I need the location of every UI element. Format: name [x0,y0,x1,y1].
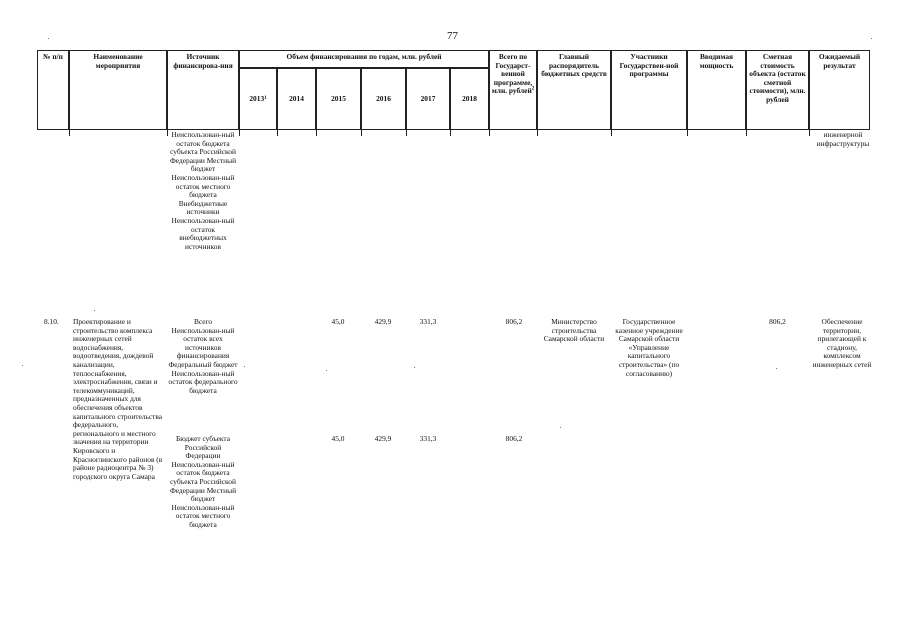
col-header-year-2018: 2018 [450,68,489,130]
col-header-total: Всего по Государст-венной программе, млн. рублей$^2$ [489,50,537,130]
col-header-estimate: Сметная стоимость объекта (остаток сметной стоимости), млн. рублей [746,50,809,130]
row-manager: Министерство строительства Самарской области [543,318,605,344]
scan-speck [776,368,777,369]
col-header-year-2013: 2013 1 [239,68,277,130]
value-regional-all: 806,2 [505,435,523,443]
col-header-result: Ожидаемый результат [809,50,870,130]
column-divider [687,130,688,136]
scan-speck [414,367,415,368]
col-header-year-2014: 2014 [277,68,316,130]
column-divider [316,130,317,136]
col-header-volume: Объем финансирования по годам, млн. рублей [239,50,489,68]
col-header-manager: Главный распорядитель бюджетных средств [537,50,611,130]
row-number: 8.10. [44,318,59,326]
col-header-source: Источник финансирова-ния [167,50,239,130]
value-total-2017: 331,3 [419,318,437,326]
col-header-capacity: Вводимая мощность [687,50,746,130]
continuation-sources: Неиспользован-ный остаток бюджета субъекта Российской Федерации Местный бюджет Неиспользован-ный остаток местного бюджета Внебюджетные источники Неиспользован-ный остаток внебюджетных источников [169,131,237,251]
scan-speck [244,366,245,367]
value-total-2016: 429,9 [374,318,392,326]
column-divider [489,130,490,136]
column-divider [277,130,278,136]
col-header-year-2016: 2016 [361,68,406,130]
column-divider [361,130,362,136]
col-header-name: Наименование мероприятия [69,50,167,130]
column-divider [239,130,240,136]
scan-speck [48,38,49,39]
col-header-year-2017: 2017 [406,68,450,130]
column-divider [69,130,70,136]
scan-speck [871,38,872,39]
value-regional-2017: 331,3 [419,435,437,443]
value-total-2015: 45,0 [331,318,345,326]
scan-speck [326,370,327,371]
column-divider [406,130,407,136]
value-regional-2016: 429,9 [374,435,392,443]
row-participants: Государственное казенное учреждение Самарской области «Управление капитального строительства» (по согласованию) [615,318,683,378]
value-total-all: 806,2 [505,318,523,326]
page-number: 77 [447,30,458,42]
continuation-result: инженерной инфраструктуры [816,131,870,148]
col-header-number: № п/п [37,50,69,130]
column-divider [611,130,612,136]
row-result: Обеспечение территории, прилегающей к стадиону, комплексом инженерных сетей [812,318,872,369]
column-divider [450,130,451,136]
column-divider [537,130,538,136]
scan-speck [560,427,561,428]
row-sources-bottom: Бюджет субъекта Российской Федерации Неиспользован-ный остаток бюджета субъекта Российской Федерации Местный бюджет Неиспользован-ный остаток местного бюджета [169,435,237,529]
value-regional-2015: 45,0 [331,435,345,443]
scan-speck [22,365,23,366]
col-header-participants: Участники Государствен-ной программы [611,50,687,130]
col-header-year-2015: 2015 [316,68,361,130]
row-sources-top: Всего Неиспользован-ный остаток всех источников финансирования Федеральный бюджет Неиспользован-ный остаток федерального бюджета [168,318,238,395]
scan-speck [94,310,95,311]
row-name: Проектирование и строительство комплекса инженерных сетей водоснабжения, водоотведения, дождевой канализации, теплоснабжения, электроснабжения, связи и телекоммуникаций, предназначенных для обеспечения объектов капитального строительства федерального, регионального и местного значения на территории Кировского и Красноглинского районов (в районе радиоцентра № 3) городского округа Самара [73,318,163,481]
column-divider [746,130,747,136]
row-estimate: 806,2 [769,318,786,326]
